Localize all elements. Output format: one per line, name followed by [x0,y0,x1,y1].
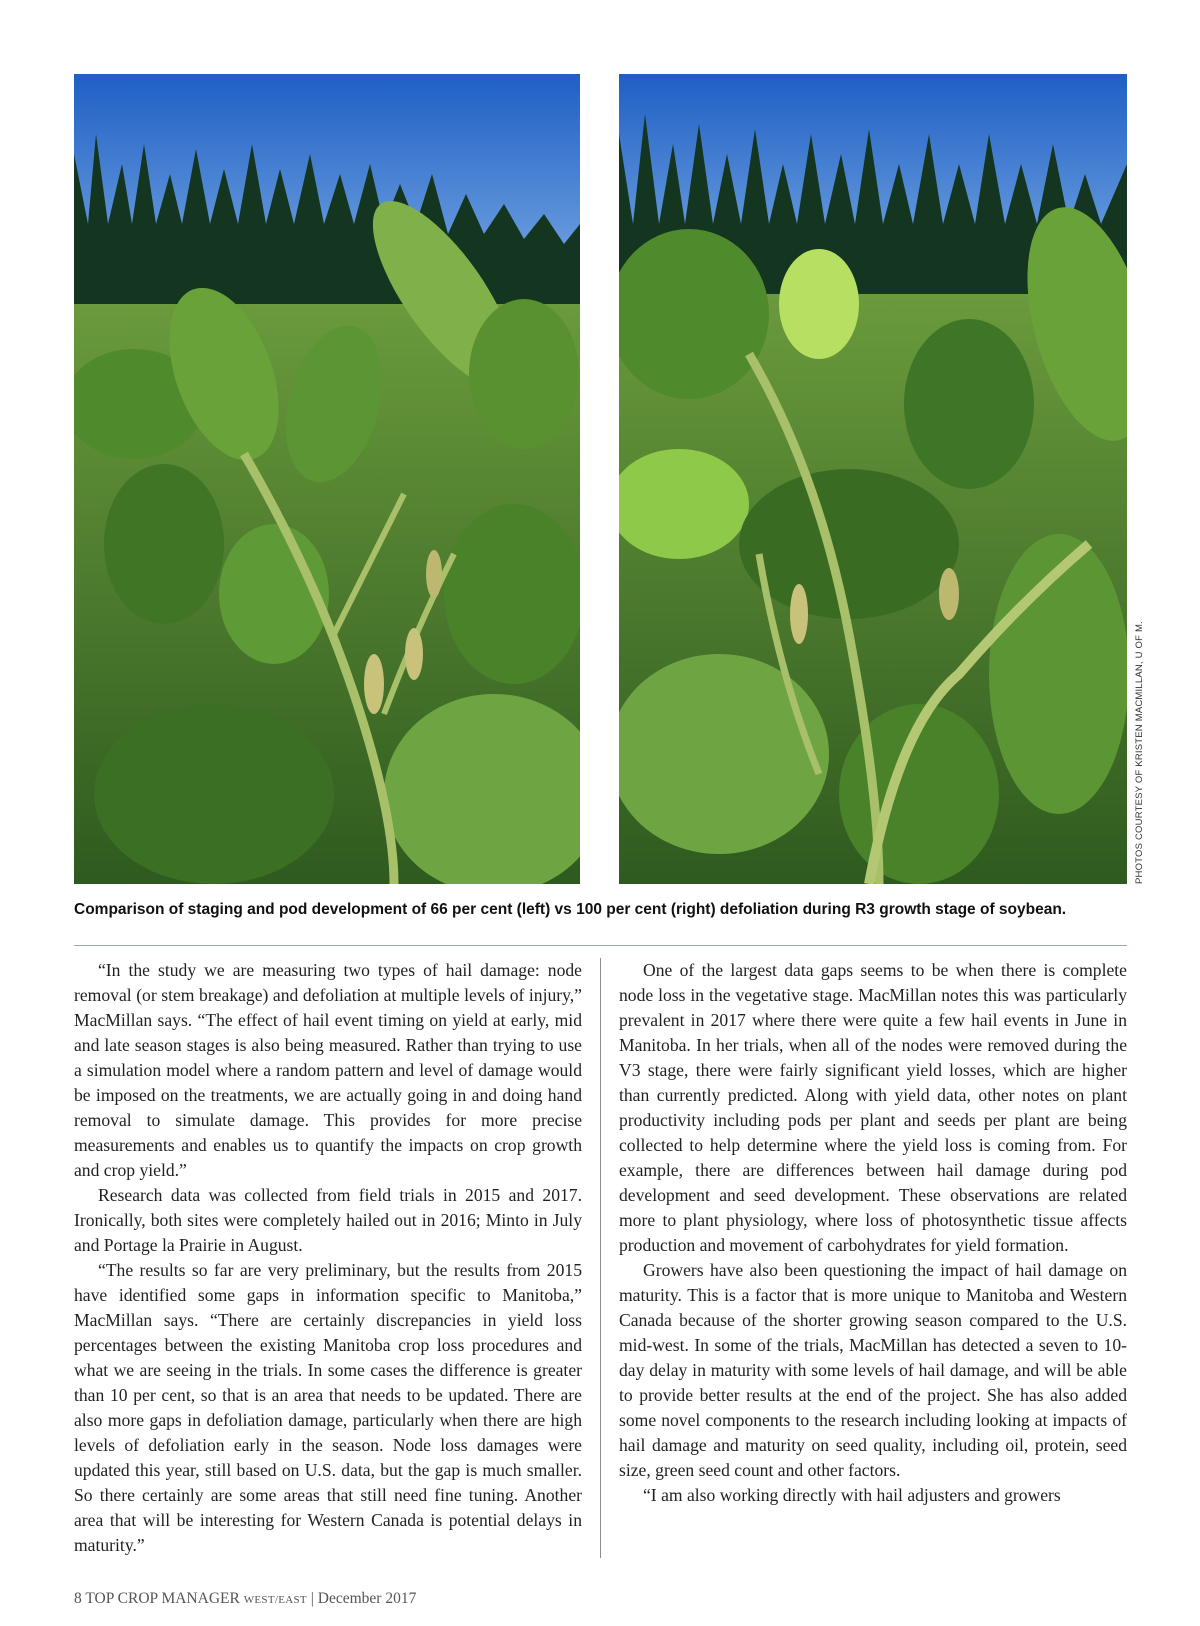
column-divider [600,958,601,1558]
footer-separator: | [310,1590,314,1607]
issue-date: December 2017 [317,1590,417,1607]
paragraph: Growers have also been questioning the impact of hail damage on maturity. This is a factor that is more unique to Manitoba and Western Canada because of the shorter growing season compared to the U.S. mid-west. In some of the trials, MacMillan has detected a seven to 10-day delay in maturity with some levels of hail damage, and will be able to provide better results at the end of the project. She has also added some novel components to the research including looking at impacts of hail damage and maturity on seed quality, including oil, protein, seed size, green seed count and other factors. [619,1260,1127,1480]
article-column-left [74,958,582,1558]
paragraph: “The results so far are very preliminary, but the results from 2015 have identified some gaps in information specific to Manitoba,” MacMillan says. “There are certainly discrepancies in yield loss percentages between the existing Manitoba crop loss procedures and what we are seeing in the trials. In some cases the difference is greater than 10 per cent, so that is an area that needs to be updated. There are also more gaps in defoliation damage, particularly when there are high levels of defoliation early in the season. Node loss damages were updated this year, still based on U.S. data, but the gap is much smaller. So there certainly are some areas that still need fine tuning. Another area that will be interesting for Western Canada is potential delays in maturity.” [74,1260,582,1555]
magazine-name: TOP CROP MANAGER [85,1590,240,1607]
paragraph: “I am also working directly with hail adjusters and growers [643,1485,1061,1505]
paragraph: Research data was collected from field trials in 2015 and 2017. Ironically, both sites were completely hailed out in 2016; Minto in July and Portage la Prairie in August. [74,1185,582,1255]
page-footer [74,1590,416,1608]
page-number: 8 [74,1590,82,1607]
soybean-illustration-left [74,74,580,884]
soybean-illustration-right [619,74,1127,884]
paragraph: One of the largest data gaps seems to be when there is complete node loss in the vegetative stage. MacMillan notes this was particularly prevalent in 2017 where there were quite a few hail events in June in Manitoba. In her trials, when all of the nodes were removed during the V3 stage, there were fairly significant yield losses, which are higher than currently predicted. Along with yield data, other notes on plant productivity including pods per plant and seeds per plant are being collected to help determine where the yield loss is coming from. For example, there are differences between hail damage during pod development and seed development. These observations are related more to plant physiology, where loss of photosynthetic tissue affects production and movement of carbohydrates for yield formation. [619,960,1127,1255]
figure-caption: Comparison of staging and pod development of 66 per cent (left) vs 100 per cent (right) defoliation during R3 growth stage of soybean. [74,901,1067,918]
photo-credit: PHOTOS COURTESY OF KRISTEN MACMILLAN, U OF M. [1134,621,1145,884]
soybean-photo-left [74,74,580,884]
article-column-right [619,958,1127,1508]
soybean-photo-right [619,74,1127,884]
magazine-edition: WEST/EAST [243,1594,307,1606]
caption-rule [74,945,1127,946]
paragraph: “In the study we are measuring two types of hail damage: node removal (or stem breakage) and defoliation at multiple levels of injury,” MacMillan says. “The effect of hail event timing on yield at early, mid and late season stages is also being measured. Rather than trying to use a simulation model where a random pattern and level of damage would be imposed on the treatments, we are actually going in and doing hand removal to simulate damage. This provides for more precise measurements and enables us to quantify the impacts on crop growth and crop yield.” [74,960,582,1180]
